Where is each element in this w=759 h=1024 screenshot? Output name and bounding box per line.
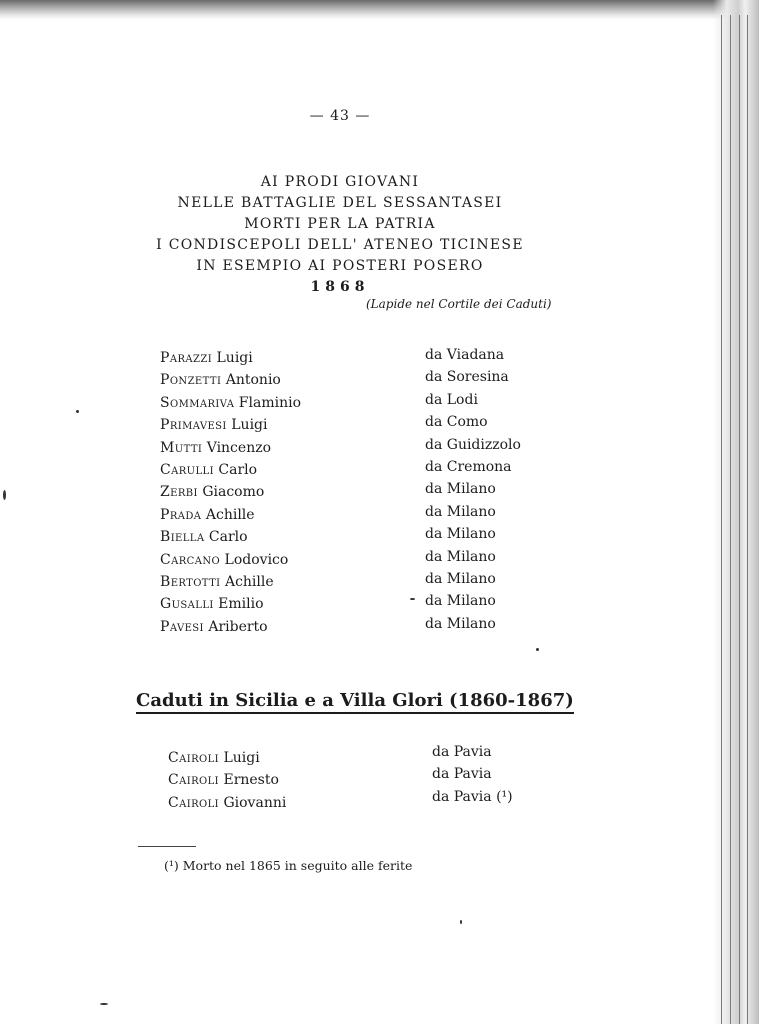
birthplace: da Milano	[425, 593, 496, 610]
surname: Zerbi	[160, 484, 198, 501]
fallen-1866-list	[160, 348, 560, 639]
list-item	[160, 550, 560, 572]
birthplace: da Como	[425, 414, 488, 431]
list-item	[160, 348, 560, 370]
first-name: Emilio	[218, 596, 264, 613]
list-item	[168, 788, 568, 815]
surname: Carulli	[160, 461, 214, 478]
first-name: Antonio	[225, 372, 281, 389]
birthplace: da Guidizzolo	[425, 436, 521, 453]
first-name: Luigi	[231, 417, 268, 434]
birthplace: da Milano	[425, 503, 496, 520]
list-item	[160, 482, 560, 504]
inscription-caption: (Lapide nel Cortile dei Caduti)	[366, 297, 552, 311]
scan-speck	[410, 598, 415, 600]
list-item	[160, 617, 560, 639]
surname: Ponzetti	[160, 372, 222, 389]
surname: Gusalli	[160, 596, 214, 613]
surname: Mutti	[160, 439, 203, 456]
memorial-inscription	[140, 172, 540, 298]
list-item	[160, 505, 560, 527]
list-item	[168, 744, 568, 770]
first-name: Carlo	[208, 529, 248, 546]
first-name: Vincenzo	[206, 439, 272, 456]
scan-shadow-top	[0, 0, 759, 20]
surname: Prada	[160, 506, 202, 523]
first-name: Giovanni	[223, 794, 287, 811]
first-name: Giacomo	[202, 484, 265, 501]
birthplace: da Milano	[425, 548, 496, 565]
birthplace: da Pavia	[432, 766, 492, 783]
scan-speck	[536, 648, 539, 651]
list-item	[160, 594, 560, 616]
section-heading: Caduti in Sicilia e a Villa Glori (1860-1867)	[136, 690, 574, 714]
surname: Cairoli	[168, 794, 220, 811]
first-name: Lodovico	[224, 551, 289, 568]
birthplace: da Milano	[425, 615, 496, 632]
fallen-sicilia-list	[168, 744, 568, 815]
page-number: — 43 —	[309, 108, 371, 124]
first-name: Luigi	[223, 750, 260, 766]
inscription-line: AI PRODI GIOVANI	[260, 174, 420, 190]
inscription-line: I CONDISCEPOLI DELL' ATENEO TICINESE	[156, 237, 524, 253]
list-item	[160, 370, 560, 392]
birthplace: da Cremona	[425, 458, 512, 475]
birthplace: da Soresina	[425, 369, 509, 386]
surname: Sommariva	[160, 394, 235, 411]
surname: Pavesi	[160, 618, 204, 635]
scan-speck	[76, 410, 79, 413]
first-name: Carlo	[218, 461, 258, 478]
surname: Parazzi	[160, 350, 213, 366]
scan-speck	[460, 920, 462, 924]
scan-speck	[3, 490, 6, 500]
inscription-line: IN ESEMPIO AI POSTERI POSERO	[196, 258, 484, 274]
list-item	[160, 572, 560, 594]
birthplace: da Milano	[425, 570, 496, 587]
page-edge-stack	[713, 0, 759, 1024]
birthplace: da Milano	[425, 481, 496, 498]
footnote-divider	[138, 846, 196, 847]
first-name: Ernesto	[223, 772, 279, 789]
footnote: (¹) Morto nel 1865 in seguito alle ferite	[164, 858, 413, 873]
birthplace: da Viadana	[425, 347, 505, 363]
birthplace: da Milano	[425, 526, 496, 543]
surname: Carcano	[160, 551, 221, 568]
first-name: Achille	[224, 573, 274, 590]
birthplace: da Pavia	[432, 744, 492, 760]
list-item	[160, 527, 560, 549]
surname: Biella	[160, 529, 205, 546]
surname: Primavesi	[160, 417, 227, 434]
first-name: Luigi	[216, 350, 253, 366]
first-name: Ariberto	[208, 618, 268, 635]
list-item	[160, 393, 560, 415]
birthplace: da Pavia (¹)	[432, 788, 513, 805]
first-name: Flaminio	[238, 394, 302, 411]
inscription-year: 1868	[310, 279, 370, 295]
surname: Cairoli	[168, 750, 220, 766]
list-item	[160, 460, 560, 482]
surname: Bertotti	[160, 573, 221, 590]
birthplace: da Lodi	[425, 391, 478, 408]
surname: Cairoli	[168, 772, 220, 789]
scan-speck	[100, 1003, 108, 1005]
first-name: Achille	[205, 506, 255, 523]
inscription-line: NELLE BATTAGLIE DEL SESSANTASEI	[177, 195, 503, 211]
list-item	[160, 415, 560, 437]
inscription-line: MORTI PER LA PATRIA	[244, 216, 436, 232]
list-item	[160, 438, 560, 460]
